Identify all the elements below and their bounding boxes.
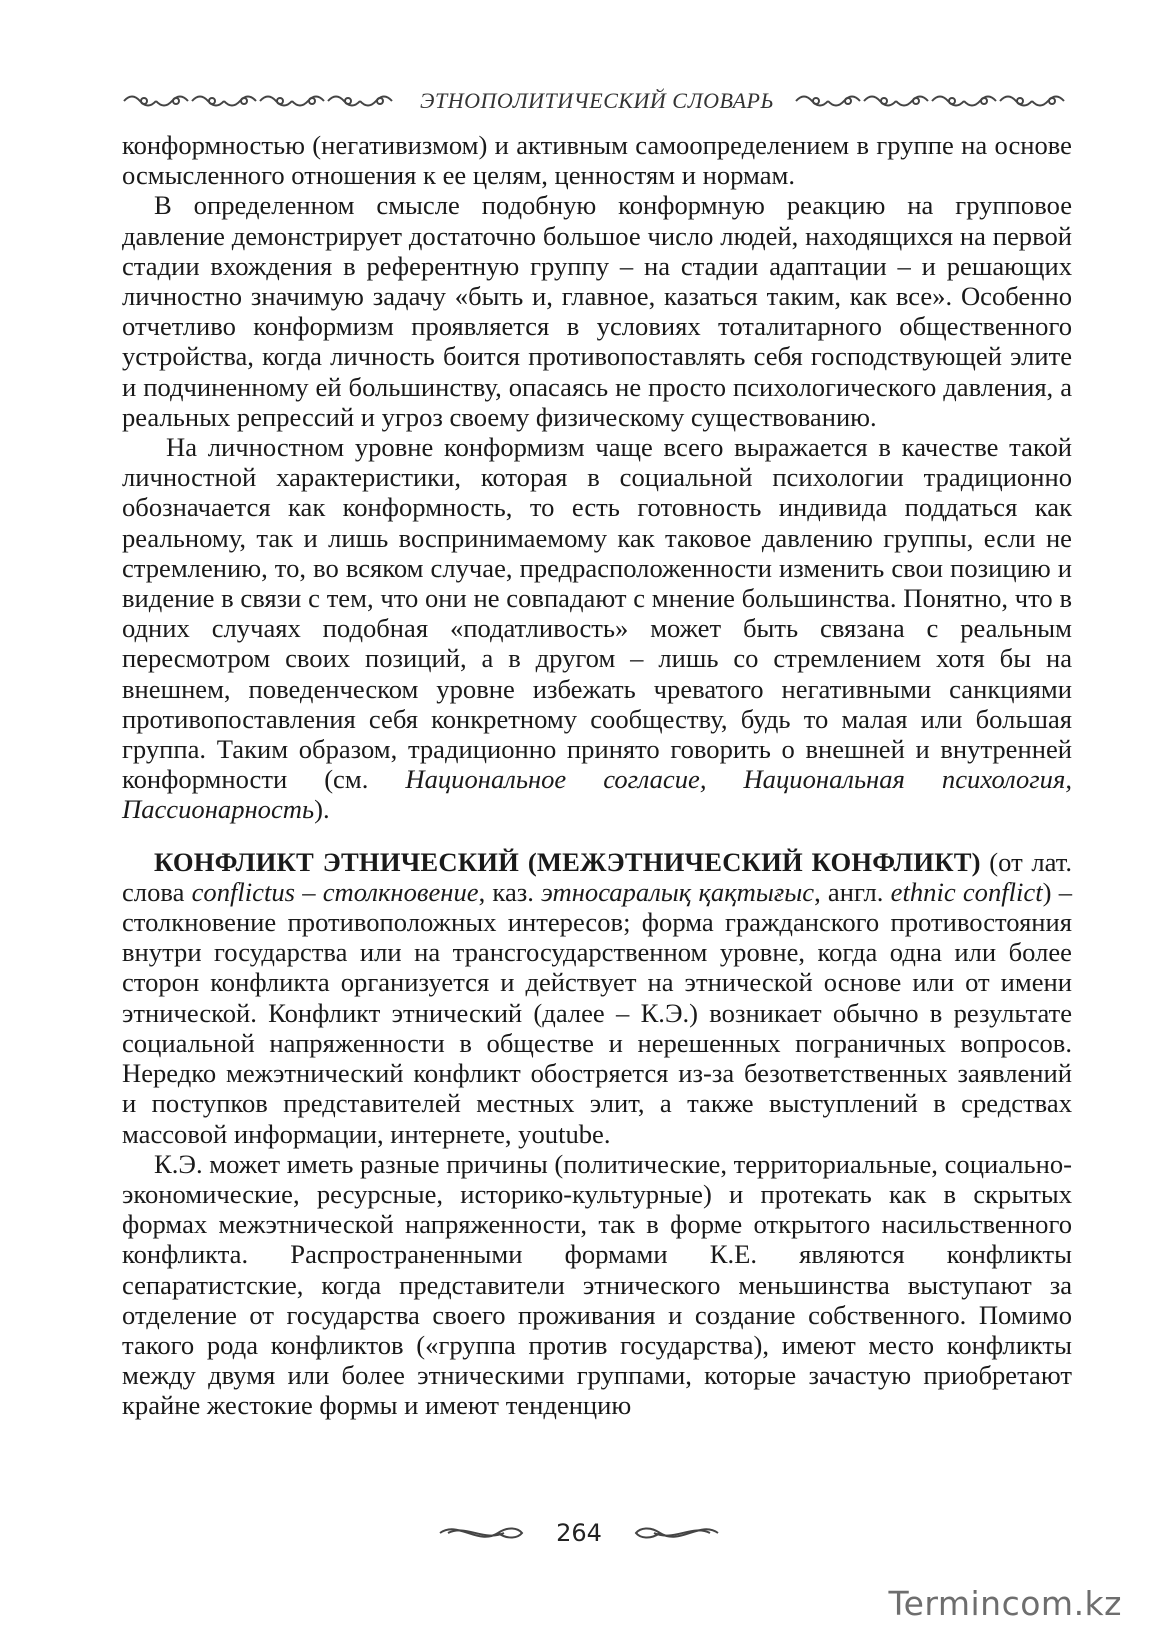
entry-text: , англ. — [814, 876, 891, 907]
entry-text: , каз. — [478, 876, 542, 907]
page-footer — [0, 1515, 1158, 1551]
entry-text: (от лат. слова — [122, 846, 1072, 907]
page-number: 264 — [556, 1519, 602, 1547]
paragraph-text: На личностном уровне конформизм чаще всего выражается в качестве такой личностной характеристики, которая в социальной психологии традиционно обозначается как конформность, то есть готовность индивида поддаться как реальному, так и лишь воспринимаемому как таковое давлению группы, если не стремлению, то, во всяком случае, предрасположенности изменить свои позицию и видение в связи с тем, что они не совпадают с мнение большинства. Понятно, что в одних случаях подобная «податливость» может быть связана с реальным пересмотром своих позиций, а в другом – лишь со стремлением хотя бы на внешнем, поведенческом уровне избежать чреватого негативными санкциями противопоставления себя конкретному сообществу, будь то малая или большая группа. Таким образом, традиционно принято говорить о внешней и внутренней конформности (см. — [122, 432, 1072, 795]
paragraph: конформностью (негативизмом) и активным самоопределением в группе на основе осмысленного отношения к ее целям, ценностям и нормам. — [122, 130, 1072, 191]
see-also-references: Национальное согласие, Национальная психология, Пассионарность — [122, 764, 1072, 825]
scroll-ornament-icon — [794, 90, 1072, 112]
english-term: ethnic conflict — [890, 876, 1043, 907]
scroll-ornament-icon — [122, 90, 400, 112]
latin-term: conflictus – столкновение — [191, 876, 479, 907]
watermark-logo: Termincom.kz — [888, 1584, 1122, 1623]
paragraph: В определенном смысле подобную конформную реакцию на групповое давление демонстрирует достаточно большое число людей, находящихся на первой стадии вхождения в референтную группу – на стадии адаптации – и решающих личностно значимую задачу «быть и, главное, казаться таким, как все». Особенно отчетливо конформизм проявляется в условиях тоталитарного общественного устройства, когда личность боится противопоставлять себя господствующей элите и подчиненному ей большинству, опасаясь не просто психологического давления, а реальных репрессий и угроз своему физическому существованию. — [122, 190, 1072, 432]
running-header — [122, 86, 1072, 116]
paragraph: К.Э. может иметь разные причины (политические, территориальные, социально-экономические, ресурсные, историко-культурные) и протекать как в скрытых формах межэтнической напряженности, так в форме открытого насильственного конфликта. Распространенными формами К.Е. являются конфликты сепаратистские, когда представители этнического меньшинства выступают за отделение от государства своего проживания и создание собственного. Помимо такого рода конфликтов («группа против государства), имеют место конфликты между двумя или более этническими группами, которые зачастую приобретают крайне жестокие формы и имеют тенденцию — [122, 1148, 1072, 1421]
header-title: ЭТНОПОЛИТИЧЕСКИЙ СЛОВАРЬ — [420, 88, 774, 113]
dictionary-entry — [122, 847, 1072, 1149]
kazakh-term: этносаралық қақтығыс — [541, 876, 815, 907]
entry-heading: КОНФЛИКТ ЭТНИЧЕСКИЙ (МЕЖЭТНИЧЕСКИЙ КОНФЛИКТ) — [154, 846, 981, 877]
paragraph — [122, 432, 1072, 825]
body-text — [122, 130, 1072, 1421]
entry-definition: ) – столкновение противоположных интересов; форма гражданского противостояния внутри государства или на трансгосударственном уровне, когда одна или более сторон конфликта организуется и действует на этнической основе или от имени этнической. Конфликт этнический (далее – К.Э.) возникает обычно в результате социальной напряженности в обществе и нерешенных пограничных вопросов. Нередко межэтнический конфликт обостряется из-за безответственных заявлений и поступков представителей местных элит, а также выступлений в средствах массовой информации, интернете, youtube. — [122, 876, 1072, 1149]
paragraph-end: ). — [314, 794, 330, 825]
flourish-ornament-icon — [438, 1522, 524, 1544]
flourish-ornament-icon — [634, 1522, 720, 1544]
